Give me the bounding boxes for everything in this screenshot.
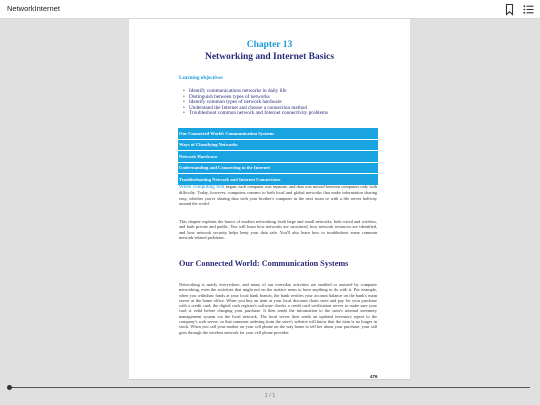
top-bar xyxy=(0,0,540,19)
page-number: 476 xyxy=(370,374,378,379)
section-link[interactable]: Understanding and Connecting to the Internet xyxy=(178,163,378,175)
body-paragraph: This chapter explains the basics of modern networking, both large and small networks, both wired and wireless, and both private and public. You will learn how networks are structured, how network resources are identified, and how network security helps keep your data safe. You'll also learn how to troubleshoot some common network-related problems. xyxy=(179,219,377,240)
section-link[interactable]: Our Connected World: Communication Systems xyxy=(178,128,378,140)
list-item: • Identify common types of network hardware xyxy=(189,100,328,106)
chapter-number: Chapter 13 xyxy=(246,40,293,50)
document-page xyxy=(129,19,410,379)
section-links xyxy=(178,128,378,186)
reading-progress-handle[interactable] xyxy=(7,385,12,390)
page-edge xyxy=(129,379,410,380)
page-counter: 1 / 1 xyxy=(264,393,276,399)
app-title: NetworkInternet xyxy=(7,4,60,13)
objectives-heading: Learning objectives xyxy=(179,75,223,81)
list-item: • Distinguish between types of networks xyxy=(189,95,328,101)
list-item: • Troubleshoot common network and Internet connectivity problems xyxy=(189,111,328,117)
list-icon[interactable] xyxy=(522,3,535,16)
bookmark-icon[interactable] xyxy=(503,3,516,16)
intro-lead: When computing first xyxy=(179,184,225,190)
section-link[interactable]: Ways of Classifying Networks xyxy=(178,140,378,152)
section-link[interactable]: Network Hardware xyxy=(178,151,378,163)
chapter-title: Networking and Internet Basics xyxy=(204,52,335,62)
list-item: • Understand the Internet and choose a connection method xyxy=(189,106,328,112)
intro-text: began, each computer was separate, and data was moved between computers only with difficulty. Today, however, computers connect to both local and global networks that make information sharing easy, whether you're sharing data with your brother's computer in the next room or with a file server halfway around the world. xyxy=(179,184,377,206)
list-item: • Identify communications networks in daily life xyxy=(189,89,328,95)
section-link[interactable]: Troubleshooting Network and Internet Connections xyxy=(178,174,378,186)
objectives-list xyxy=(189,89,328,117)
section-heading: Our Connected World: Communication Systems xyxy=(179,259,349,268)
reading-progress-track[interactable] xyxy=(10,387,530,388)
intro-paragraph xyxy=(179,184,377,206)
body-paragraph: Networking is nearly everywhere, and many of our everyday activities are enabled or assisted by computer networking, even the activities that might not on the surface seem to have anything to do with it. For example, when you withdraw funds at your local bank branch, the bank verifies your account balance on the bank's main server at the home office. When you buy an item at your local discount chain store and pay for your purchase with a credit card, the digital cash register's software checks a credit card verification server to make sure your card is valid before charging your purchase. It then sends the information to the store's internal inventory management system via the local network. The local server then sends an updated inventory report to the company's web server, so that someone ordering from the store's website will know that the item is no longer in stock. When you call your mother on your cell phone on the way home to tell her about your purchase, your call goes through the wireless network for your cell phone provider. xyxy=(179,282,377,335)
